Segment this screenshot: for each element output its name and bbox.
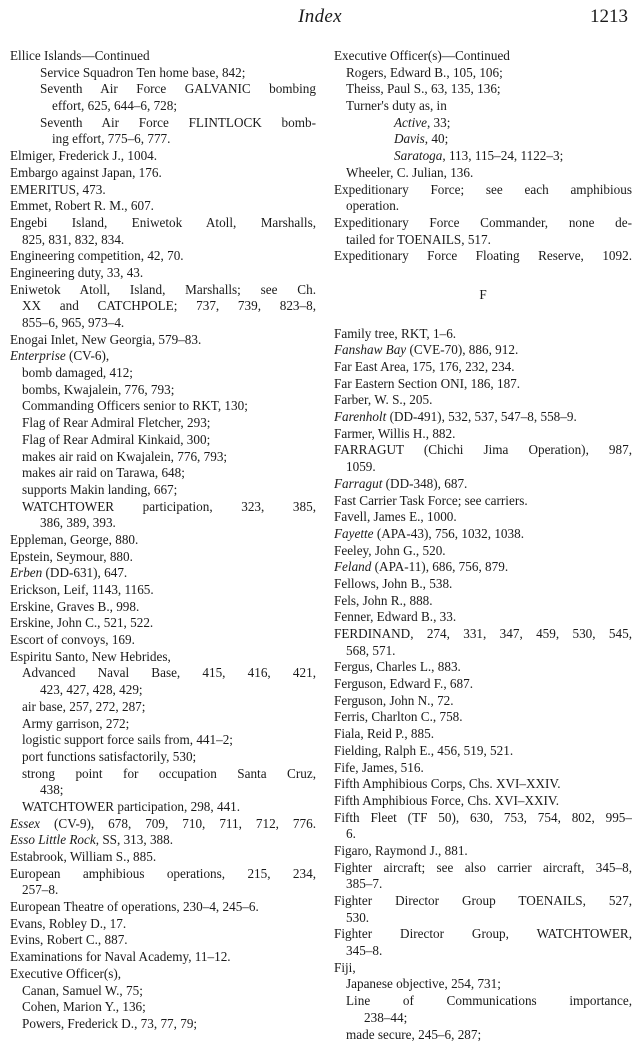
- index-entry-line: [10, 782, 316, 799]
- entry-text: Erskine, Graves B., 998.: [10, 599, 139, 614]
- index-entry-line: [334, 526, 632, 543]
- index-entry-line: [334, 442, 632, 459]
- entry-text: 6.: [346, 826, 356, 841]
- index-entry-line: [334, 926, 632, 943]
- entry-text: Estabrook, William S., 885.: [10, 849, 156, 864]
- index-entry-line: [10, 832, 316, 849]
- index-entry-line: [10, 949, 316, 966]
- index-entry-line: [10, 899, 316, 916]
- entry-text: supports Makin landing, 667;: [22, 482, 177, 497]
- index-entry-line: [334, 459, 632, 476]
- entry-text: Erickson, Leif, 1143, 1165.: [10, 582, 154, 597]
- entry-text: Fifth Amphibious Force, Chs. XVI–XXIV.: [334, 793, 559, 808]
- index-entry-line: [10, 315, 316, 332]
- entry-text: Evins, Robert C., 887.: [10, 932, 128, 947]
- entry-text: Powers, Frederick D., 73, 77, 79;: [22, 1016, 197, 1031]
- index-entry-line: [334, 643, 632, 660]
- entry-text: Executive Officer(s),: [10, 966, 121, 981]
- index-entry-line: [10, 265, 316, 282]
- entry-text: Fife, James, 516.: [334, 760, 424, 775]
- entry-text: (CVE-70), 886, 912.: [409, 342, 518, 357]
- italic-ship-name: Erben: [10, 565, 42, 580]
- entry-text: , SS, 313, 388.: [96, 832, 173, 847]
- italic-ship-name: Saratoga: [394, 148, 442, 163]
- index-entry-line: [10, 682, 316, 699]
- index-entry-line: [334, 793, 632, 810]
- index-entry-line: [10, 148, 316, 165]
- entry-text: Fels, John R., 888.: [334, 593, 433, 608]
- entry-text: Family tree, RKT, 1–6.: [334, 326, 456, 341]
- index-entry-line: [10, 582, 316, 599]
- entry-text: (DD-491), 532, 537, 547–8, 558–9.: [390, 409, 577, 424]
- index-entry-line: [10, 716, 316, 733]
- entry-text: logistic support force sails from, 441–2;: [22, 732, 233, 747]
- entry-text: Line of Communications importance,: [346, 993, 632, 1008]
- index-entry-line: [334, 232, 632, 249]
- entry-text: Far Eastern Section ONI, 186, 187.: [334, 376, 520, 391]
- entry-text: Epstein, Seymour, 880.: [10, 549, 133, 564]
- index-entry-line: [10, 532, 316, 549]
- entry-text: Service Squadron Ten home base, 842;: [40, 65, 245, 80]
- index-entry-line: [10, 165, 316, 182]
- index-entry-line: [10, 999, 316, 1016]
- f-section-entries: [334, 326, 632, 1043]
- entry-text: , 113, 115–24, 1122–3;: [442, 148, 563, 163]
- entry-text: Fenner, Edward B., 33.: [334, 609, 456, 624]
- italic-ship-name: Farenholt: [334, 409, 386, 424]
- entry-text: 855–6, 965, 973–4.: [22, 315, 124, 330]
- entry-text: 386, 389, 393.: [40, 515, 116, 530]
- section-letter-heading: F: [334, 287, 632, 304]
- index-entry-line: [334, 576, 632, 593]
- index-entry-line: [10, 615, 316, 632]
- index-entry-line: [334, 81, 632, 98]
- entry-text: made secure, 245–6, 287;: [346, 1027, 481, 1042]
- entry-text: operation.: [346, 198, 399, 213]
- entry-text: Flag of Rear Admiral Kinkaid, 300;: [22, 432, 210, 447]
- index-entry-line: [10, 665, 316, 682]
- index-entry-line: [10, 549, 316, 566]
- entry-text: 530.: [346, 910, 369, 925]
- entry-text: , 33;: [427, 115, 450, 130]
- entry-text: 1059.: [346, 459, 376, 474]
- entry-text: Fighter Director Group TOENAILS, 527,: [334, 893, 632, 908]
- index-entry-line: [334, 476, 632, 493]
- index-entry-line: [334, 392, 632, 409]
- index-entry-line: [334, 376, 632, 393]
- entry-text: Cohen, Marion Y., 136;: [22, 999, 146, 1014]
- entry-text: Feeley, John G., 520.: [334, 543, 446, 558]
- entry-text: (DD-348), 687.: [386, 476, 468, 491]
- index-entry-line: [10, 298, 316, 315]
- entry-text: Commanding Officers senior to RKT, 130;: [22, 398, 248, 413]
- entry-text: Eppleman, George, 880.: [10, 532, 138, 547]
- right-top-entries: [334, 48, 632, 265]
- entry-text: Engebi Island, Eniwetok Atoll, Marshalls,: [10, 215, 316, 230]
- index-entry-line: [10, 432, 316, 449]
- entry-text: (CV-6),: [69, 348, 109, 363]
- entry-text: effort, 625, 644–6, 728;: [52, 98, 177, 113]
- index-entry-line: [10, 348, 316, 365]
- index-entry-line: [10, 398, 316, 415]
- entry-text: Wheeler, C. Julian, 136.: [346, 165, 473, 180]
- italic-ship-name: Esso Little Rock: [10, 832, 96, 847]
- entry-text: Fast Carrier Task Force; see carriers.: [334, 493, 528, 508]
- entry-text: tailed for TOENAILS, 517.: [346, 232, 491, 247]
- entry-text: European Theatre of operations, 230–4, 245–6.: [10, 899, 259, 914]
- index-entry-line: [10, 499, 316, 516]
- entry-text: Ferguson, Edward F., 687.: [334, 676, 473, 691]
- index-entry-line: [10, 282, 316, 299]
- index-entry-line: [334, 115, 632, 132]
- entry-text: European amphibious operations, 215, 234,: [10, 866, 316, 881]
- index-entry-line: [10, 415, 316, 432]
- index-entry-line: [334, 131, 632, 148]
- entry-text: makes air raid on Kwajalein, 776, 793;: [22, 449, 227, 464]
- index-entry-line: [10, 449, 316, 466]
- entry-text: air base, 257, 272, 287;: [22, 699, 145, 714]
- entry-text: Expeditionary Force Floating Reserve, 1092.: [334, 248, 632, 263]
- page-number: 1213: [590, 6, 628, 28]
- index-entry-line: [10, 198, 316, 215]
- entry-text: Fighter aircraft; see also carrier aircraft, 345–8,: [334, 860, 632, 875]
- index-entry-line: [10, 932, 316, 949]
- entry-text: XX and CATCHPOLE; 737, 739, 823–8,: [22, 298, 316, 313]
- index-entry-line: [334, 826, 632, 843]
- index-entry-line: [10, 382, 316, 399]
- entry-text: Favell, James E., 1000.: [334, 509, 457, 524]
- entry-text: Examinations for Naval Academy, 11–12.: [10, 949, 231, 964]
- index-entry-line: [334, 960, 632, 977]
- index-entry-line: [10, 599, 316, 616]
- index-entry-line: [334, 198, 632, 215]
- entry-text: WATCHTOWER participation, 298, 441.: [22, 799, 240, 814]
- index-entry-line: [334, 248, 632, 265]
- index-entry-line: [10, 515, 316, 532]
- entry-text: Canan, Samuel W., 75;: [22, 983, 143, 998]
- index-entry-line: [10, 182, 316, 199]
- entry-text: ing effort, 775–6, 777.: [52, 131, 170, 146]
- index-entry-line: [10, 732, 316, 749]
- index-entry-line: [10, 48, 316, 65]
- italic-ship-name: Essex: [10, 816, 40, 831]
- entry-text: 825, 831, 832, 834.: [22, 232, 124, 247]
- index-entry-line: [334, 893, 632, 910]
- index-entry-line: [10, 849, 316, 866]
- entry-text: FERDINAND, 274, 331, 347, 459, 530, 545,: [334, 626, 632, 641]
- entry-text: Farmer, Willis H., 882.: [334, 426, 455, 441]
- entry-text: (APA-11), 686, 756, 879.: [375, 559, 508, 574]
- index-entry-line: [10, 81, 316, 98]
- entry-text: EMERITUS, 473.: [10, 182, 106, 197]
- entry-text: Ferris, Charlton C., 758.: [334, 709, 463, 724]
- entry-text: (DD-631), 647.: [46, 565, 128, 580]
- index-entry-line: [334, 876, 632, 893]
- index-entry-line: [10, 699, 316, 716]
- entry-text: port functions satisfactorily, 530;: [22, 749, 196, 764]
- entry-text: Army garrison, 272;: [22, 716, 129, 731]
- index-entry-line: [10, 749, 316, 766]
- index-entry-line: [334, 215, 632, 232]
- index-entry-line: [10, 816, 316, 833]
- index-entry-line: [334, 98, 632, 115]
- right-index-column: [334, 48, 632, 1043]
- index-entry-line: [334, 409, 632, 426]
- entry-text: FARRAGUT (Chichi Jima Operation), 987,: [334, 442, 632, 457]
- index-entry-line: [334, 326, 632, 343]
- entry-text: Eniwetok Atoll, Island, Marshalls; see Ch.: [10, 282, 316, 297]
- index-entry-line: [334, 709, 632, 726]
- index-entry-line: [10, 98, 316, 115]
- index-entry-line: [10, 799, 316, 816]
- index-entry-line: [10, 115, 316, 132]
- italic-ship-name: Farragut: [334, 476, 382, 491]
- index-entry-line: [334, 860, 632, 877]
- index-entry-line: [334, 593, 632, 610]
- running-header-title: Index: [0, 6, 640, 28]
- entry-text: makes air raid on Tarawa, 648;: [22, 465, 185, 480]
- index-entry-line: [10, 766, 316, 783]
- index-entry-line: [10, 332, 316, 349]
- entry-text: Fergus, Charles L., 883.: [334, 659, 461, 674]
- entry-text: Ferguson, John N., 72.: [334, 693, 454, 708]
- italic-ship-name: Enterprise: [10, 348, 66, 363]
- index-entry-line: [334, 626, 632, 643]
- italic-ship-name: Fanshaw Bay: [334, 342, 406, 357]
- index-entry-line: [334, 426, 632, 443]
- entry-text: Figaro, Raymond J., 881.: [334, 843, 468, 858]
- entry-text: bombs, Kwajalein, 776, 793;: [22, 382, 174, 397]
- italic-ship-name: Feland: [334, 559, 371, 574]
- index-entry-line: [334, 559, 632, 576]
- entry-text: bomb damaged, 412;: [22, 365, 133, 380]
- entry-text: Advanced Naval Base, 415, 416, 421,: [22, 665, 316, 680]
- index-entry-line: [334, 509, 632, 526]
- entry-text: Flag of Rear Admiral Fletcher, 293;: [22, 415, 210, 430]
- index-entry-line: [10, 465, 316, 482]
- index-entry-line: [334, 693, 632, 710]
- entry-text: Fifth Fleet (TF 50), 630, 753, 754, 802, 995–: [334, 810, 632, 825]
- index-entry-line: [10, 482, 316, 499]
- index-entry-line: [334, 342, 632, 359]
- entry-text: Turner's duty as, in: [346, 98, 447, 113]
- entry-text: Ellice Islands—Continued: [10, 48, 150, 63]
- entry-text: Emmet, Robert R. M., 607.: [10, 198, 154, 213]
- index-entry-line: [334, 810, 632, 827]
- index-entry-line: [334, 776, 632, 793]
- entry-text: Farber, W. S., 205.: [334, 392, 432, 407]
- index-entry-line: [334, 543, 632, 560]
- entry-text: Espiritu Santo, New Hebrides,: [10, 649, 171, 664]
- entry-text: Erskine, John C., 521, 522.: [10, 615, 153, 630]
- index-entry-line: [10, 632, 316, 649]
- entry-text: 345–8.: [346, 943, 382, 958]
- italic-ship-name: Fayette: [334, 526, 374, 541]
- entry-text: 423, 427, 428, 429;: [40, 682, 143, 697]
- entry-text: Seventh Air Force GALVANIC bombing: [40, 81, 316, 96]
- index-entry-line: [334, 609, 632, 626]
- index-entry-line: [10, 866, 316, 883]
- entry-text: 438;: [40, 782, 63, 797]
- index-entry-line: [334, 1027, 632, 1043]
- index-entry-line: [10, 916, 316, 933]
- index-entry-line: [334, 943, 632, 960]
- entry-text: Escort of convoys, 169.: [10, 632, 135, 647]
- entry-text: Expeditionary Force; see each amphibious: [334, 182, 632, 197]
- index-entry-line: [334, 359, 632, 376]
- entry-text: Fiala, Reid P., 885.: [334, 726, 434, 741]
- entry-text: strong point for occupation Santa Cruz,: [22, 766, 316, 781]
- entry-text: Fiji,: [334, 960, 356, 975]
- index-entry-line: [10, 365, 316, 382]
- index-entry-line: [334, 843, 632, 860]
- index-entry-line: [334, 48, 632, 65]
- index-entry-line: [334, 65, 632, 82]
- entry-text: Seventh Air Force FLINTLOCK bomb-: [40, 115, 316, 130]
- index-entry-line: [10, 1016, 316, 1033]
- italic-ship-name: Davis: [394, 131, 425, 146]
- entry-text: Fighter Director Group, WATCHTOWER,: [334, 926, 632, 941]
- entry-text: , 40;: [425, 131, 448, 146]
- index-entry-line: [334, 726, 632, 743]
- index-entry-line: [334, 493, 632, 510]
- index-entry-line: [334, 1010, 632, 1027]
- entry-text: Evans, Robley D., 17.: [10, 916, 126, 931]
- index-entry-line: [10, 966, 316, 983]
- entry-text: 257–8.: [22, 882, 58, 897]
- index-entry-line: [334, 148, 632, 165]
- entry-text: (CV-9), 678, 709, 710, 711, 712, 776.: [54, 816, 316, 831]
- entry-text: Rogers, Edward B., 105, 106;: [346, 65, 503, 80]
- index-entry-line: [334, 910, 632, 927]
- italic-ship-name: Active: [394, 115, 427, 130]
- index-entry-line: [10, 232, 316, 249]
- entry-text: Fifth Amphibious Corps, Chs. XVI–XXIV.: [334, 776, 561, 791]
- entry-text: Engineering competition, 42, 70.: [10, 248, 184, 263]
- index-entry-line: [10, 649, 316, 666]
- entry-text: Embargo against Japan, 176.: [10, 165, 162, 180]
- entry-text: Elmiger, Frederick J., 1004.: [10, 148, 157, 163]
- index-entry-line: [10, 882, 316, 899]
- entry-text: Far East Area, 175, 176, 232, 234.: [334, 359, 515, 374]
- entry-text: Engineering duty, 33, 43.: [10, 265, 143, 280]
- index-entry-line: [10, 131, 316, 148]
- entry-text: (APA-43), 756, 1032, 1038.: [377, 526, 524, 541]
- index-entry-line: [10, 983, 316, 1000]
- entry-text: Japanese objective, 254, 731;: [346, 976, 501, 991]
- entry-text: 385–7.: [346, 876, 382, 891]
- left-index-column: [10, 48, 316, 1033]
- entry-text: Fielding, Ralph E., 456, 519, 521.: [334, 743, 513, 758]
- index-entry-line: [334, 993, 632, 1010]
- index-entry-line: [334, 760, 632, 777]
- index-entry-line: [334, 182, 632, 199]
- entry-text: Enogai Inlet, New Georgia, 579–83.: [10, 332, 201, 347]
- index-entry-line: [334, 743, 632, 760]
- index-entry-line: [10, 65, 316, 82]
- entry-text: Theiss, Paul S., 63, 135, 136;: [346, 81, 501, 96]
- index-entry-line: [334, 165, 632, 182]
- index-entry-line: [10, 565, 316, 582]
- index-entry-line: [10, 215, 316, 232]
- index-entry-line: [10, 248, 316, 265]
- entry-text: Expeditionary Force Commander, none de-: [334, 215, 632, 230]
- entry-text: 568, 571.: [346, 643, 395, 658]
- index-entry-line: [334, 659, 632, 676]
- entry-text: Fellows, John B., 538.: [334, 576, 452, 591]
- index-entry-line: [334, 976, 632, 993]
- entry-text: WATCHTOWER participation, 323, 385,: [22, 499, 316, 514]
- entry-text: Executive Officer(s)—Continued: [334, 48, 510, 63]
- entry-text: 238–44;: [364, 1010, 407, 1025]
- index-entry-line: [334, 676, 632, 693]
